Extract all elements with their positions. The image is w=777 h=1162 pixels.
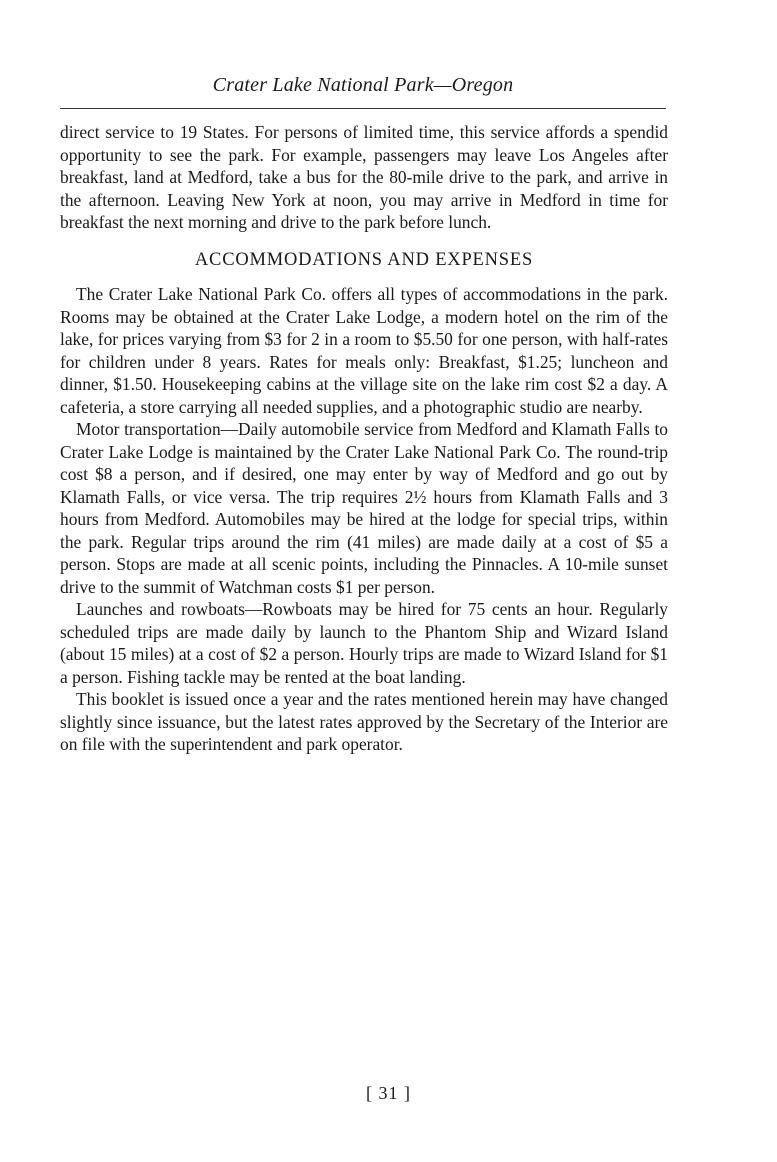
page-number: [ 31 ]	[366, 1083, 411, 1103]
body-text	[60, 121, 668, 756]
paragraph-launches-rowboats: Launches and rowboats—Rowboats may be hired for 75 cents an hour. Regularly scheduled trips are made daily by launch to the Phantom Ship and Wizard Island (about 15 miles) at a cost of $2 a person. Hourly trips are made to Wizard Island for $1 a person. Fishing tackle may be rented at the boat landing.	[60, 599, 668, 687]
paragraph-booklet-notice: This booklet is issued once a year and the rates mentioned herein may have changed slightly since issuance, but the latest rates approved by the Secretary of the Interior are on file with the superintendent and park operator.	[60, 689, 668, 754]
paragraph-motor-transportation: Motor transportation—Daily automobile service from Medford and Klamath Falls to Crater Lake Lodge is maintained by the Crater Lake National Park Co. The round-trip cost $8 a person, and if desired, one may enter by way of Medford and go out by Klamath Falls, or vice versa. The trip requires 2½ hours from Klamath Falls and 3 hours from Medford. Automobiles may be hired at the lodge for special trips, within the park. Regular trips around the rim (41 miles) are made daily at a cost of $5 a person. Stops are made at all scenic points, including the Pinnacles. A 10-mile sunset drive to the summit of Watchman costs $1 per person.	[60, 419, 668, 597]
header-rule	[60, 108, 666, 109]
paragraph-accommodations: The Crater Lake National Park Co. offers all types of accommodations in the park. Rooms may be obtained at the Crater Lake Lodge, a modern hotel on the rim of the lake, for prices varying from $3 for 2 in a room to $5.50 for one person, with half-rates for children under 8 years. Rates for meals only: Breakfast, $1.25; luncheon and dinner, $1.50. Housekeeping cabins at the village site on the lake rim cost $2 a day. A cafeteria, a store carrying all needed supplies, and a photographic studio are nearby.	[60, 284, 668, 417]
running-head: Crater Lake National Park—Oregon	[212, 74, 514, 96]
paragraph-continued-service: direct service to 19 States. For persons of limited time, this service affords a spendid opportunity to see the park. For example, passengers may leave Los Angeles after breakfast, land at Medford, take a bus for the 80-mile drive to the park, and arrive in the afternoon. Leaving New York at noon, you may arrive in Medford in time for breakfast the next morning and drive to the park before lunch.	[60, 122, 668, 232]
section-heading: ACCOMMODATIONS AND EXPENSES	[194, 249, 534, 270]
